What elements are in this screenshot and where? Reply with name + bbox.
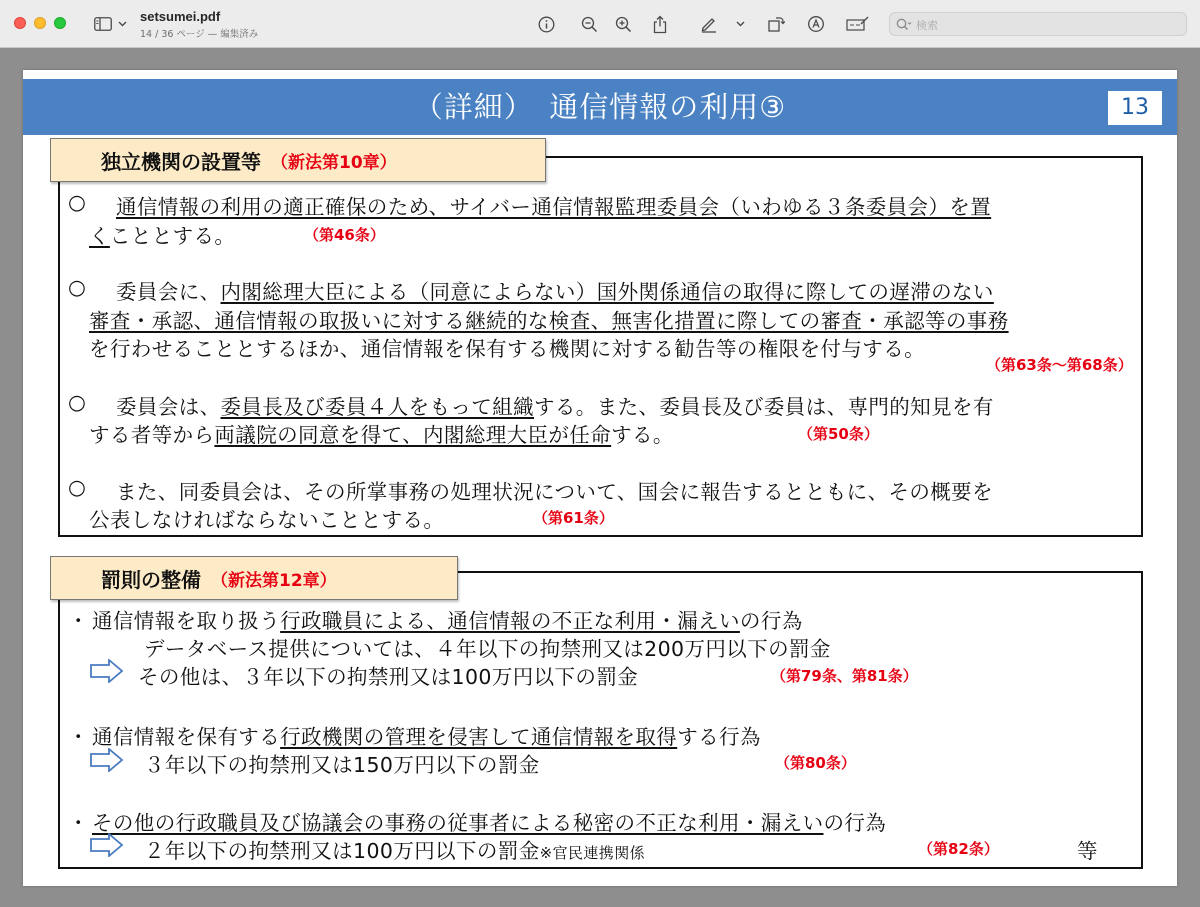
zoom-out-icon[interactable] [578, 11, 600, 37]
section-tab-penalties [50, 556, 458, 600]
info-icon[interactable] [535, 11, 557, 37]
chevron-down-icon[interactable] [116, 11, 128, 37]
section-tab-title: 独立機関の設置等 [101, 149, 261, 174]
item-text: くこととする。 [89, 224, 236, 248]
bullet-dot: ・ [68, 609, 89, 633]
section-tab-ref: （新法第12章） [211, 570, 337, 591]
item-text: 審査・承認、通信情報の取扱いに対する継続的な検査、無害化措置に際しての審査・承認等の事務 [89, 309, 1009, 333]
bullet-circle: ○ [68, 275, 87, 299]
bullet-dot: ・ [68, 725, 89, 749]
item-text: ２年以下の拘禁刑又は100万円以下の罰金※官民連携関係 [144, 839, 646, 863]
article-ref: （第63条～第68条） [986, 356, 1133, 374]
search-field[interactable] [889, 12, 1187, 36]
item-text: 通信情報を取り扱う行政職員による、通信情報の不正な利用・漏えいの行為 [92, 609, 803, 633]
form-icon[interactable] [845, 11, 871, 37]
close-window-button[interactable] [14, 17, 26, 29]
sidebar-icon[interactable] [90, 11, 116, 37]
article-ref: （第46条） [304, 226, 385, 244]
item-text: ３年以下の拘禁刑又は150万円以下の罰金 [144, 753, 540, 777]
article-ref: （第82条） [918, 840, 999, 858]
article-ref: （第80条） [775, 754, 856, 772]
zoom-in-icon[interactable] [612, 11, 634, 37]
item-text: データベース提供については、４年以下の拘禁刑又は200万円以下の罰金 [144, 637, 831, 661]
search-placeholder: 検索 [916, 19, 938, 32]
article-ref: （第61条） [533, 509, 614, 527]
slide-page-number: 13 [1108, 91, 1162, 125]
article-ref: （第50条） [798, 425, 879, 443]
window-toolbar [0, 0, 1200, 48]
bullet-circle: ○ [68, 475, 87, 499]
document-subtitle: 14 / 36 ページ — 編集済み [140, 29, 259, 40]
slide-banner [23, 79, 1177, 135]
bullet-circle: ○ [68, 190, 87, 214]
right-arrow-icon [90, 659, 124, 683]
item-text: また、同委員会は、その所掌事務の処理状況について、国会に報告するとともに、その概要を [116, 480, 993, 504]
pdf-page [23, 70, 1177, 886]
section-tab-independent-agency [50, 138, 546, 182]
note-text: ※官民連携関係 [539, 844, 646, 862]
item-text: 通信情報を保有する行政機関の管理を侵害して通信情報を取得する行為 [92, 725, 761, 749]
etc-text: 等 [1077, 839, 1098, 863]
right-arrow-icon [90, 748, 124, 772]
bullet-circle: ○ [68, 390, 87, 414]
chevron-down-icon[interactable] [734, 11, 746, 37]
item-text: 委員会に、内閣総理大臣による（同意によらない）国外関係通信の取得に際しての遅滞のない [116, 280, 994, 304]
share-icon[interactable] [649, 11, 671, 37]
annotate-icon[interactable] [805, 11, 827, 37]
item-text: 公表しなければならないこととする。 [89, 508, 445, 532]
zoom-window-button[interactable] [54, 17, 66, 29]
document-title: setsumei.pdf [140, 9, 221, 24]
slide-title: （詳細） 通信情報の利用③ [413, 90, 787, 124]
rotate-icon[interactable] [765, 11, 787, 37]
section-tab-ref: （新法第10章） [271, 152, 397, 173]
minimize-window-button[interactable] [34, 17, 46, 29]
search-icon [896, 17, 912, 36]
bullet-dot: ・ [68, 811, 89, 835]
item-text: する者等から両議院の同意を得て、内閣総理大臣が任命する。 [89, 423, 674, 447]
markup-pen-icon[interactable] [698, 11, 720, 37]
item-text: 通信情報の利用の適正確保のため、サイバー通信情報監理委員会（いわゆる３条委員会）を置 [116, 195, 992, 219]
item-text: 委員会は、委員長及び委員４人をもって組織する。また、委員長及び委員は、専門的知見を有 [116, 395, 994, 419]
item-text: その他は、３年以下の拘禁刑又は100万円以下の罰金 [138, 665, 639, 689]
item-text: を行わせることとするほか、通信情報を保有する機関に対する勧告等の権限を付与する。 [89, 337, 925, 361]
section-tab-title: 罰則の整備 [101, 567, 201, 592]
item-text: その他の行政職員及び協議会の事務の従事者による秘密の不正な利用・漏えいの行為 [92, 811, 887, 835]
right-arrow-icon [90, 833, 124, 857]
article-ref: （第79条、第81条） [771, 667, 918, 685]
